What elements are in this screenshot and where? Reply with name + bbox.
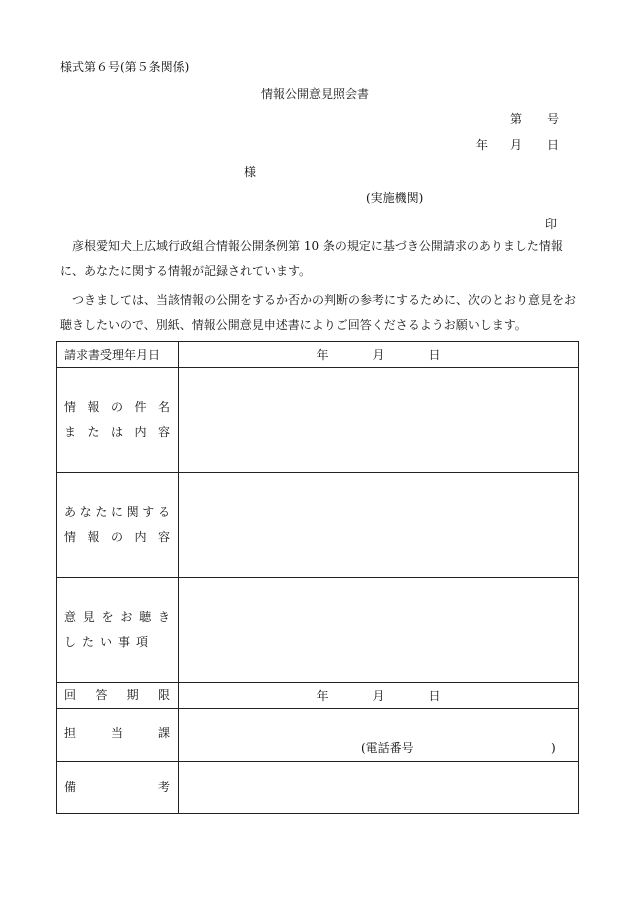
ref-number-prefix: 第 <box>510 112 523 126</box>
remarks-label <box>57 762 179 814</box>
row-opinion <box>57 578 579 683</box>
label-char: 事 <box>117 635 130 649</box>
label-char: す <box>142 505 155 519</box>
label-char: 備 <box>64 780 77 794</box>
agency-label: (実施機関) <box>366 191 424 205</box>
label-char: な <box>79 505 92 519</box>
opinion-request-table <box>56 341 579 814</box>
date-month: 月 <box>510 138 523 152</box>
label-char: 関 <box>126 505 139 519</box>
deadline-year: 年 <box>316 689 329 703</box>
label-char: 見 <box>82 610 95 624</box>
opinion-field[interactable] <box>179 578 579 683</box>
label-char: お <box>120 610 133 624</box>
date-day: 日 <box>547 138 560 152</box>
label-char: 件 <box>134 400 147 414</box>
info-name-field[interactable] <box>179 368 579 473</box>
phone-close: ) <box>551 741 556 755</box>
phone-line <box>179 709 578 761</box>
label-char: い <box>99 635 112 649</box>
label-char: 情 <box>64 400 77 414</box>
section-label <box>57 709 179 762</box>
label-char: の <box>110 400 123 414</box>
remarks-field[interactable] <box>179 762 579 814</box>
row-your-info <box>57 473 579 578</box>
label-char: 報 <box>87 530 100 544</box>
document-title: 情報公開意見照会書 <box>261 87 370 101</box>
label-char: 回 <box>64 688 77 702</box>
ref-number-suffix: 号 <box>547 112 560 126</box>
label-char: 容 <box>157 425 170 439</box>
request-date-field[interactable] <box>179 342 579 368</box>
deadline-field[interactable] <box>179 683 579 709</box>
label-char: ま <box>64 425 77 439</box>
label-char: た <box>95 505 108 519</box>
label-char: 当 <box>110 726 123 740</box>
label-char: 答 <box>95 688 108 702</box>
label-char: 名 <box>157 400 170 414</box>
your-info-field[interactable] <box>179 473 579 578</box>
request-date-label: 請求書受理年月日 <box>57 342 179 368</box>
remarks-label-line <box>64 775 178 800</box>
label-char: 情 <box>64 530 77 544</box>
opinion-label-line2 <box>64 630 178 655</box>
seal-mark: 印 <box>545 217 558 231</box>
label-char: た <box>87 425 100 439</box>
label-char: 担 <box>64 726 77 740</box>
label-char: あ <box>64 505 77 519</box>
label-char: き <box>157 610 170 624</box>
deadline-label-line <box>64 683 178 708</box>
addressee-suffix: 様 <box>244 165 257 179</box>
label-char: に <box>110 505 123 519</box>
label-char: 意 <box>64 610 77 624</box>
section-label-line <box>64 721 178 746</box>
your-info-label-line2 <box>64 525 178 550</box>
info-name-label <box>57 368 179 473</box>
phone-open: (電話番号 <box>361 741 414 755</box>
label-char: た <box>81 635 94 649</box>
info-name-label-line2 <box>64 420 178 445</box>
deadline-label <box>57 683 179 709</box>
label-char: 期 <box>126 688 139 702</box>
row-info-name <box>57 368 579 473</box>
label-char: 内 <box>134 425 147 439</box>
label-char: を <box>101 610 114 624</box>
row-request-date <box>57 342 579 368</box>
label-char: 内 <box>134 530 147 544</box>
form-number-label: 様式第６号(第５条関係) <box>60 60 190 74</box>
your-info-label-line1 <box>64 500 178 525</box>
deadline-day: 日 <box>428 689 441 703</box>
row-deadline <box>57 683 579 709</box>
request-date-month: 月 <box>372 348 385 362</box>
label-char: 聴 <box>139 610 152 624</box>
label-char: の <box>110 530 123 544</box>
section-field[interactable] <box>179 709 579 762</box>
body-paragraph-1: 彦根愛知犬上広域行政組合情報公開条例第 10 条の規定に基づき公開請求のありました情報に、あなたに関する情報が記録されています。 <box>60 239 563 278</box>
row-remarks <box>57 762 579 814</box>
request-date-day: 日 <box>428 348 441 362</box>
info-name-label-line1 <box>64 395 178 420</box>
label-char: は <box>110 425 123 439</box>
label-char: 報 <box>87 400 100 414</box>
label-char: 課 <box>157 726 170 740</box>
request-date-year: 年 <box>316 348 329 362</box>
date-year: 年 <box>476 138 489 152</box>
body-paragraph-2: つきましては、当該情報の公開をするか否かの判断の参考にするために、次のとおり意見をお聴きしたいので、別紙、情報公開意見申述書によりご回答くださるようお願いします。 <box>60 293 577 332</box>
opinion-label-line1 <box>64 605 178 630</box>
label-char: る <box>157 505 170 519</box>
label-char: 容 <box>157 530 170 544</box>
label-char: 考 <box>157 780 170 794</box>
label-char: 限 <box>157 688 170 702</box>
opinion-label <box>57 578 179 683</box>
label-char: し <box>64 635 77 649</box>
row-section <box>57 709 579 762</box>
label-char: 項 <box>135 635 148 649</box>
your-info-label <box>57 473 179 578</box>
deadline-month: 月 <box>372 689 385 703</box>
